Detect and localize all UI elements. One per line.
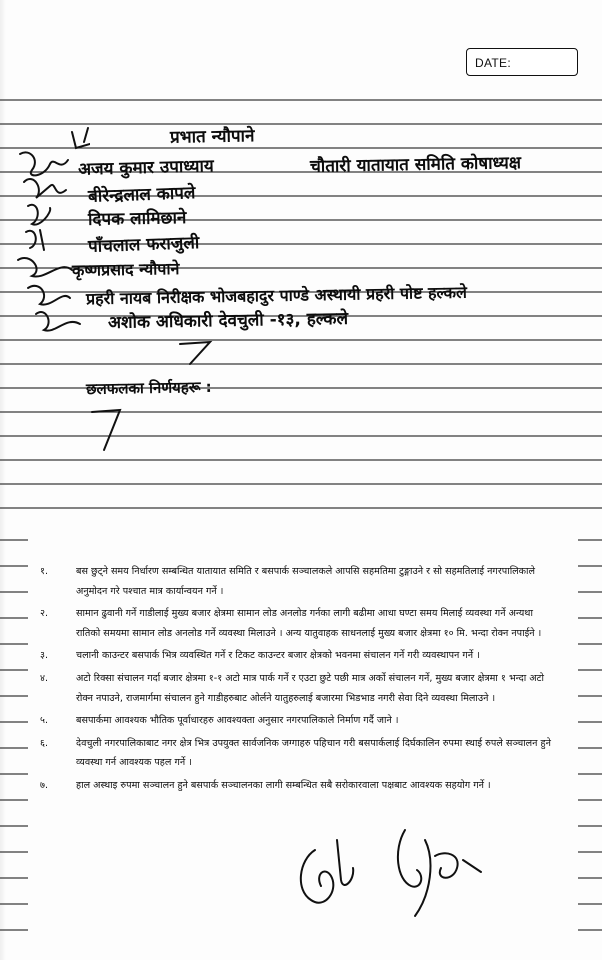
decision-text: अटो रिक्सा संचालन गर्दा बजार क्षेत्रमा १-१ अटो मात्र पार्क गर्ने र एउटा छुटे पछी मात्र अर्को संचालन गर्ने, मुख्य बजार क्षेत्रमा १ भन्दा अटो रोक्न नपाउने, राजमार्गमा संचालन हुने गाडीहरुबाट ओर्लने यातुहरुलाई बजारमा भिडभाड नगरी सेवा दिने व्यवस्था मिलाउने । xyxy=(76,672,544,704)
decision-text: चलानी काउन्टर बसपार्क भित्र व्यवस्थित गर्ने र टिकट काउन्टर बजार क्षेत्रको भवनमा संचालन गर्ने गरी व्यवस्थापन गर्ने । xyxy=(76,650,480,662)
decision-item xyxy=(40,734,560,773)
decision-text: बसपार्कमा आवश्यक भौतिक पूर्वाधारहरु आवश्यक्ता अनुसार नगरपालिकाले निर्माण गर्दै जाने । xyxy=(76,715,399,727)
decision-text: हाल अस्थाइ रुपमा सञ्चालन हुने बसपार्क सञ्चालनका लागी सम्बन्धित सबै सरोकारवाला पक्षबाट आवश्यक सहयोग गर्ने । xyxy=(76,779,491,791)
attendee-5: पाँचलाल फराजुली xyxy=(87,233,200,257)
decision-text: बस छुट्ने समय निर्धारण सम्बन्धित यातायात समिति र बसपार्क सञ्चालकले आपसि सहमतिमा टुङ्गाउने र सो सहमतिलाई नगरपालिकाले अनुमोदन गरे पश्चात मात्र कार्यान्वयन गर्ने । xyxy=(76,566,536,597)
decisions-heading: छलफलका निर्णयहरू : xyxy=(85,377,212,399)
decision-number: २. xyxy=(40,608,49,620)
decision-number: ६. xyxy=(40,737,49,749)
decision-item xyxy=(40,711,560,731)
decision-number: ४. xyxy=(40,672,49,684)
decision-number: ३. xyxy=(40,650,49,662)
attendee-2-title: चौतारी यातायात समिति कोषाध्यक्ष xyxy=(309,153,522,177)
attendee-8: अशोक अधिकारी देवचुली -१३, हल्कले xyxy=(107,308,349,334)
decision-item xyxy=(40,669,560,708)
decision-item xyxy=(40,604,560,643)
date-label: DATE: xyxy=(475,56,511,70)
decision-number: ७. xyxy=(40,779,49,791)
decision-item xyxy=(40,776,560,796)
decision-text: देवचुली नगरपालिकाबाट नगर क्षेत्र भित्र उपयुक्त सार्वजनिक जग्गाहरु पहिचान गरी बसपार्कलाई दिर्घकालिन रुपमा स्थाई रुपले सञ्चालन हुने व्यवस्था गर्न आवश्यक पहल गर्ने । xyxy=(76,737,551,769)
decisions-list xyxy=(40,562,560,799)
signature-scribbles xyxy=(285,820,495,930)
attendee-6: कृष्णप्रसाद न्यौपाने xyxy=(71,259,180,280)
decision-text: सामान ढुवानी गर्ने गाडीलाई मुख्य बजार क्षेत्रमा सामान लोड अनलोड गर्नका लागी बढीमा आधा घण्टा समय मिलाई व्यवस्था गर्ने अन्यथा रातिको समयमा सामान लोड अनलोड गर्ने व्यवस्था मिलाउने । अन्य यातुवाहक साधनलाई मुख्य बजार क्षेत्रमा १० मि. भन्दा रोक्न नपाईने । xyxy=(76,608,542,639)
date-field xyxy=(466,48,578,76)
decision-item xyxy=(40,562,560,601)
decision-item xyxy=(40,646,560,666)
attendee-2: अजय कुमार उपाध्याय xyxy=(77,156,215,180)
decision-number: १. xyxy=(40,566,49,577)
attendee-1: प्रभात न्यौपाने xyxy=(169,126,255,148)
attendee-4: दिपक लामिछाने xyxy=(87,208,187,230)
attendee-7: प्रहरी नायब निरीक्षक भोजबहादुर पाण्डे अस्थायी प्रहरी पोष्ट हल्कले xyxy=(85,282,468,309)
decision-number: ५. xyxy=(40,715,49,727)
attendee-3: बीरेन्द्रलाल कापले xyxy=(87,183,196,207)
